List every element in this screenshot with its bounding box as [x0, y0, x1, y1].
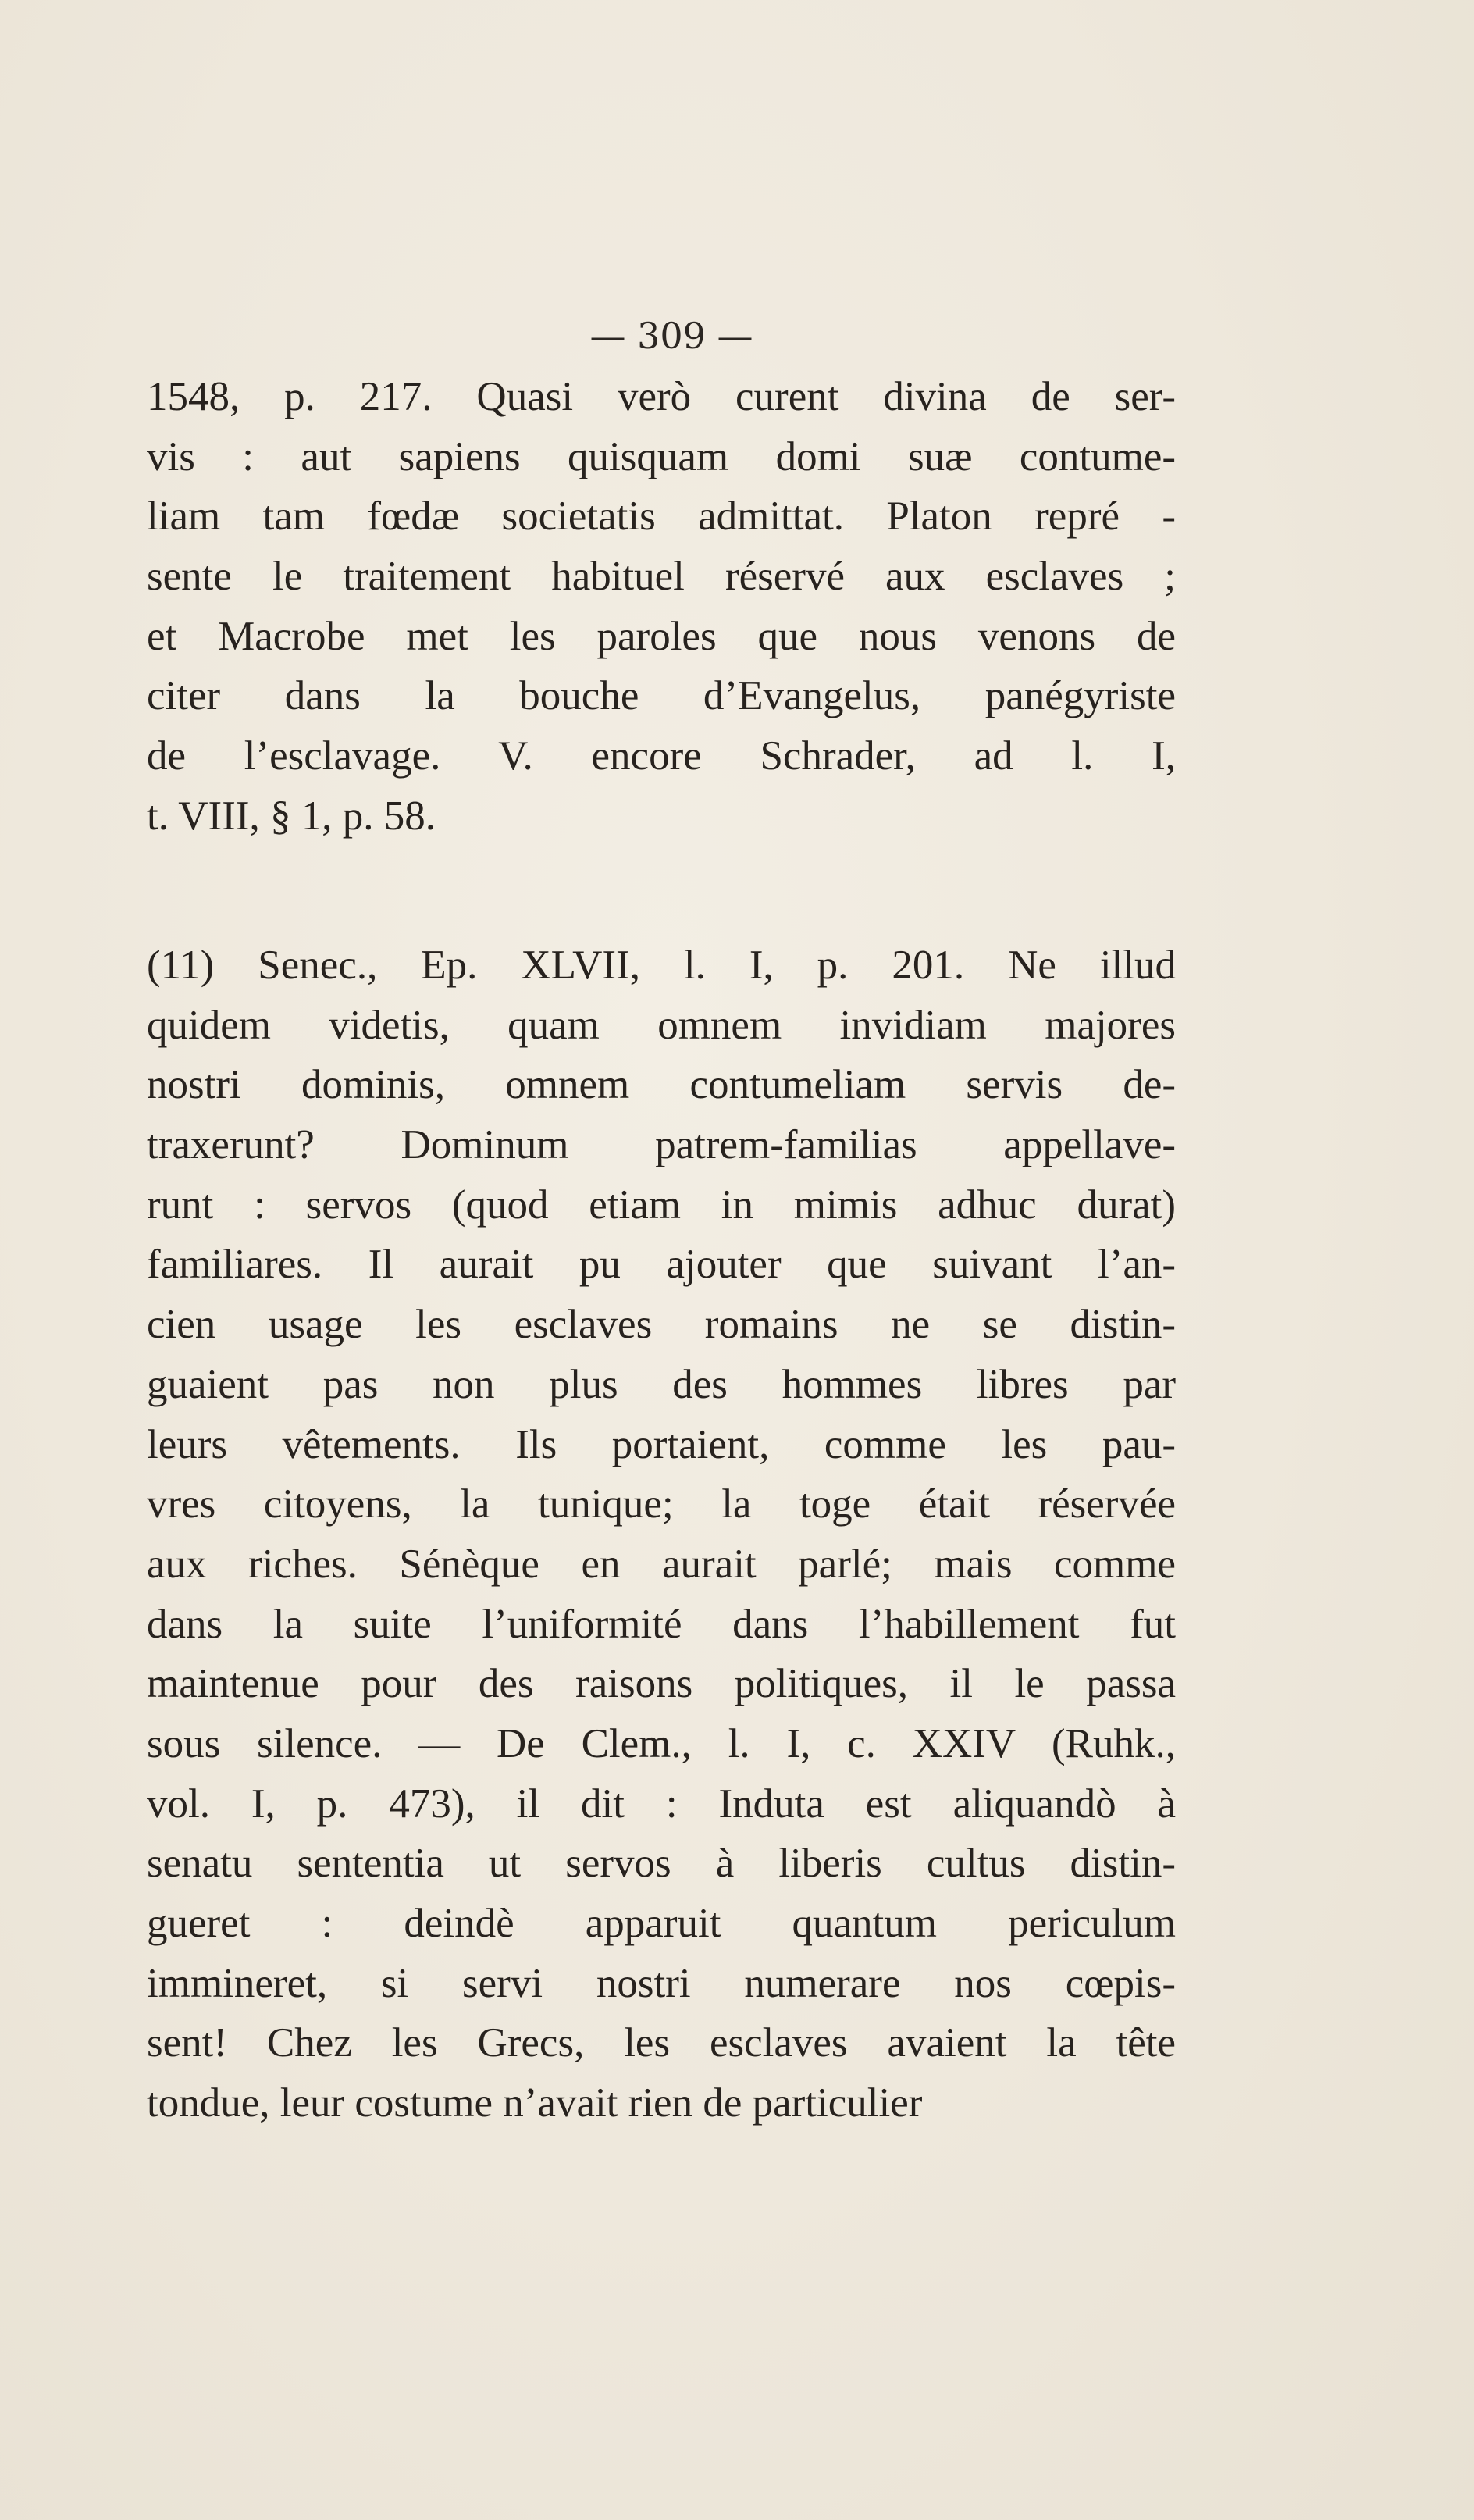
text-line: sent! Chez les Grecs, les esclaves avaient la tête: [147, 2020, 1176, 2066]
text-line: familiares. Il aurait pu ajouter que suivant l’an-: [147, 1242, 1176, 1288]
text-line: nostri dominis, omnem contumeliam servis de-: [147, 1062, 1176, 1108]
text-line: citer dans la bouche d’Evangelus, panégyriste: [147, 673, 1176, 719]
text-line: t. VIII, § 1, p. 58.: [147, 793, 436, 839]
text-line: leurs vêtements. Ils portaient, comme les pau-: [147, 1421, 1176, 1467]
text-line: runt : servos (quod etiam in mimis adhuc durat): [147, 1182, 1176, 1228]
text-line: 1548, p. 217. Quasi verò curent divina de ser-: [147, 374, 1176, 419]
text-line: guaient pas non plus des hommes libres par: [147, 1361, 1176, 1407]
text-line: vol. I, p. 473), il dit : Induta est aliquandò à: [147, 1780, 1176, 1827]
text-line: vres citoyens, la tunique; la toge était réservée: [147, 1481, 1176, 1527]
text-line: (11) Senec., Ep. XLVII, l. I, p. 201. Ne illud: [147, 943, 1176, 988]
text-line: de l’esclavage. V. encore Schrader, ad l. I,: [147, 733, 1176, 779]
text-line: gueret : deindè apparuit quantum periculum: [147, 1901, 1176, 1946]
text-line: sente le traitement habituel réservé aux esclaves ;: [147, 554, 1176, 600]
text-line: immineret, si servi nostri numerare nos cœpis-: [147, 1960, 1176, 2006]
text-line: senatu sententia ut servos à liberis cultus distin-: [147, 1841, 1176, 1887]
text-line: aux riches. Sénèque en aurait parlé; mais comme: [147, 1541, 1176, 1587]
text-line: et Macrobe met les paroles que nous venons de: [147, 613, 1176, 659]
text-line: cien usage les esclaves romains ne se distin-: [147, 1302, 1176, 1348]
note-continued-paragraph: [147, 367, 1176, 847]
text-line: tondue, leur costume n’avait rien de particulier: [147, 2080, 923, 2126]
text-line: maintenue pour des raisons politiques, il le passa: [147, 1661, 1176, 1707]
text-line: dans la suite l’uniformité dans l’habillement fut: [147, 1601, 1176, 1647]
note-11-paragraph: [147, 936, 1176, 2133]
text-line: traxerunt? Dominum patrem-familias appellave-: [147, 1122, 1176, 1168]
text-line: vis : aut sapiens quisquam domi suæ contume-: [147, 433, 1176, 479]
text-line: quidem videtis, quam omnem invidiam majores: [147, 1002, 1176, 1048]
page-number: — 309 —: [589, 315, 753, 357]
text-line: liam tam fœdæ societatis admittat. Platon repré -: [147, 494, 1176, 540]
text-line: sous silence. — De Clem., l. I, c. XXIV (Ruhk.,: [147, 1720, 1176, 1766]
